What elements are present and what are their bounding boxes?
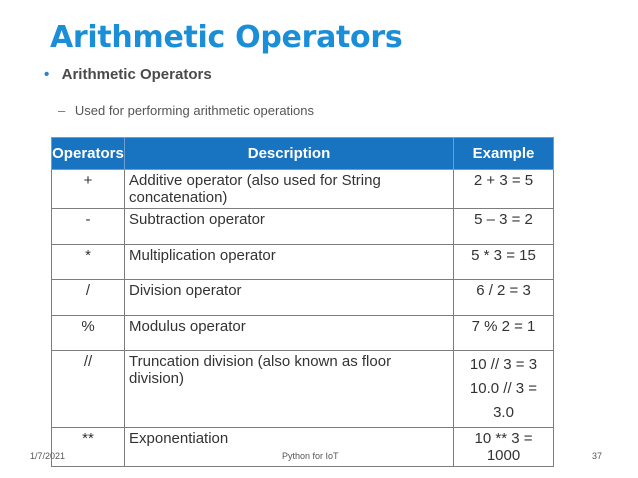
operator-cell: %: [52, 316, 125, 351]
operator-cell: -: [52, 209, 125, 245]
table-row: [52, 351, 554, 428]
example-cell: 5 – 3 = 2: [454, 209, 554, 245]
operator-cell: *: [52, 245, 125, 280]
footer-date: 1/7/2021: [30, 451, 66, 461]
table-header-row: [52, 138, 554, 170]
slide-title: Arithmetic Operators: [50, 20, 403, 55]
dash-icon: –: [58, 103, 66, 118]
table-row: [52, 245, 554, 280]
example-cell: 7 % 2 = 1: [454, 316, 554, 351]
example-cell: 5 * 3 = 15: [454, 245, 554, 280]
example-line: 10.0 // 3 = 3.0: [469, 380, 538, 421]
operator-cell: //: [52, 351, 125, 428]
description-cell: Truncation division (also known as floor division): [125, 351, 454, 428]
table-row: [52, 209, 554, 245]
example-cell: 6 / 2 = 3: [454, 280, 554, 316]
operator-cell: +: [52, 170, 125, 209]
sub-bullet-text: Used for performing arithmetic operations: [74, 103, 315, 118]
example-cell: 10 ** 3 = 1000: [454, 428, 554, 467]
header-operators: Operators: [52, 138, 125, 170]
example-line: 10 // 3 = 3: [469, 356, 538, 373]
operators-table: [51, 137, 554, 467]
table-row: [52, 170, 554, 209]
operator-cell: /: [52, 280, 125, 316]
description-cell: Division operator: [125, 280, 454, 316]
bullet-text: Arithmetic Operators: [61, 66, 212, 83]
example-cell: [454, 351, 554, 428]
table-row: [52, 316, 554, 351]
description-cell: Exponentiation: [125, 428, 454, 467]
description-cell: Additive operator (also used for String concatenation): [125, 170, 454, 209]
bullet-item: [44, 66, 212, 83]
operator-cell: **: [52, 428, 125, 467]
description-cell: Multiplication operator: [125, 245, 454, 280]
example-cell: 2 + 3 = 5: [454, 170, 554, 209]
bullet-dot-icon: •: [44, 66, 50, 83]
page-number: 37: [592, 451, 603, 461]
table-row: [52, 280, 554, 316]
description-cell: Modulus operator: [125, 316, 454, 351]
sub-bullet-item: [58, 103, 314, 118]
footer-title: Python for IoT: [282, 451, 339, 461]
description-cell: Subtraction operator: [125, 209, 454, 245]
header-example: Example: [454, 138, 554, 170]
header-description: Description: [125, 138, 454, 170]
